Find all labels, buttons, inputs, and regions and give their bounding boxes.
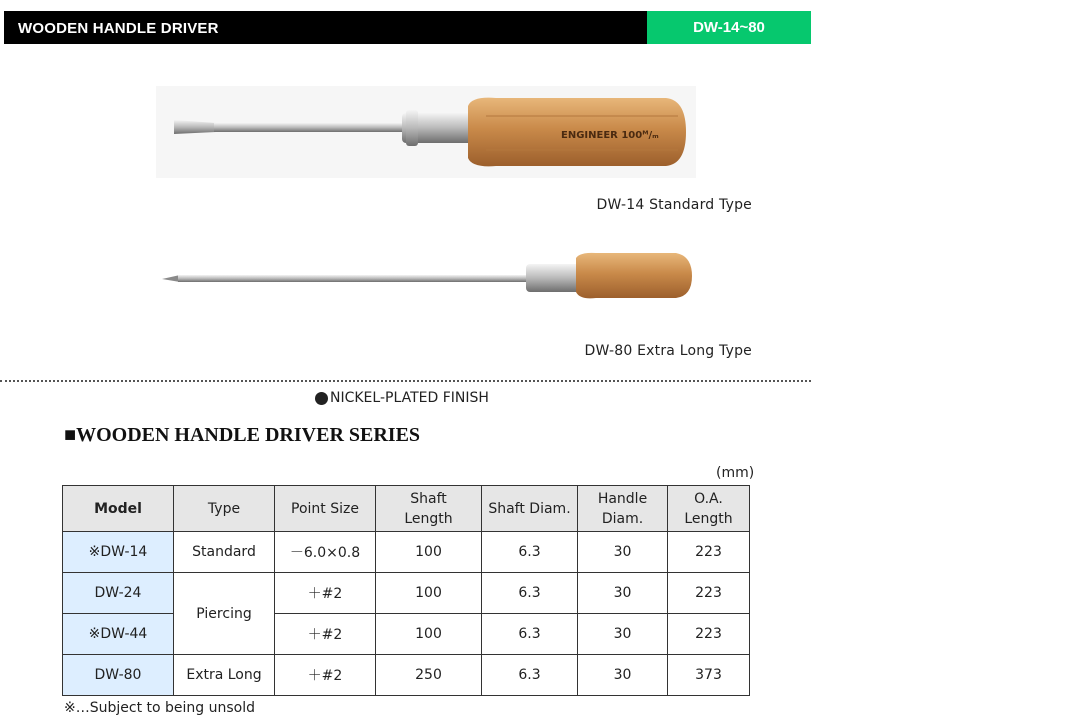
- table-row: [63, 573, 750, 614]
- shaft-length-cell: 100: [376, 532, 482, 573]
- shaft-diam-cell: 6.3: [482, 655, 578, 696]
- type-cell: Piercing: [174, 573, 275, 655]
- table-row: [63, 614, 750, 655]
- header-bar: [4, 11, 811, 44]
- series-title: ■WOODEN HANDLE DRIVER SERIES: [64, 424, 421, 446]
- col-header-model: Model: [63, 486, 174, 532]
- dw-14-screwdriver-image: [156, 86, 696, 178]
- point-size-cell: ＋#2: [275, 614, 376, 655]
- dw-80-screwdriver-image: [156, 248, 696, 302]
- table-header-row: [63, 486, 750, 532]
- section-divider: [0, 380, 811, 382]
- point-size-cell: －6.0×0.8: [275, 532, 376, 573]
- oa-length-cell: 223: [668, 573, 750, 614]
- handle-diam-cell: 30: [578, 573, 668, 614]
- col-header-shaft-length: Shaft Length: [376, 486, 482, 532]
- col-header-type: Type: [174, 486, 275, 532]
- oa-length-cell: 373: [668, 655, 750, 696]
- shaft-diam-cell: 6.3: [482, 532, 578, 573]
- col-header-handle-diam: Handle Diam.: [578, 486, 668, 532]
- col-header-oa-length: O.A. Length: [668, 486, 750, 532]
- model-cell: ※DW-44: [63, 614, 174, 655]
- col-header-point-size: Point Size: [275, 486, 376, 532]
- dw-14-caption: DW-14 Standard Type: [596, 197, 752, 213]
- point-size-cell: ＋#2: [275, 573, 376, 614]
- model-cell: DW-80: [63, 655, 174, 696]
- type-cell: Extra Long: [174, 655, 275, 696]
- oa-length-cell: 223: [668, 614, 750, 655]
- model-cell: DW-24: [63, 573, 174, 614]
- unit-label: (mm): [716, 465, 755, 481]
- shaft-length-cell: 100: [376, 573, 482, 614]
- col-header-shaft-diam: Shaft Diam.: [482, 486, 578, 532]
- type-cell: Standard: [174, 532, 275, 573]
- shaft-length-cell: 100: [376, 614, 482, 655]
- footnote: ※…Subject to being unsold: [64, 700, 256, 716]
- spec-table: [62, 485, 750, 696]
- dw-80-caption: DW-80 Extra Long Type: [584, 343, 752, 359]
- bullet-dot-icon: [315, 392, 328, 405]
- finish-note-text: NICKEL-PLATED FINISH: [330, 390, 489, 406]
- model-range-badge: DW-14~80: [647, 11, 811, 44]
- shaft-diam-cell: 6.3: [482, 614, 578, 655]
- shaft-length-cell: 250: [376, 655, 482, 696]
- point-size-cell: ＋#2: [275, 655, 376, 696]
- table-row: [63, 532, 750, 573]
- handle-diam-cell: 30: [578, 532, 668, 573]
- oa-length-cell: 223: [668, 532, 750, 573]
- handle-diam-cell: 30: [578, 655, 668, 696]
- shaft-diam-cell: 6.3: [482, 573, 578, 614]
- model-cell: ※DW-14: [63, 532, 174, 573]
- finish-note: [315, 390, 489, 406]
- page-title: WOODEN HANDLE DRIVER: [4, 11, 647, 44]
- table-row: [63, 655, 750, 696]
- handle-brand-text: ENGINEER 100ᴹ/ₘ: [561, 130, 659, 141]
- handle-diam-cell: 30: [578, 614, 668, 655]
